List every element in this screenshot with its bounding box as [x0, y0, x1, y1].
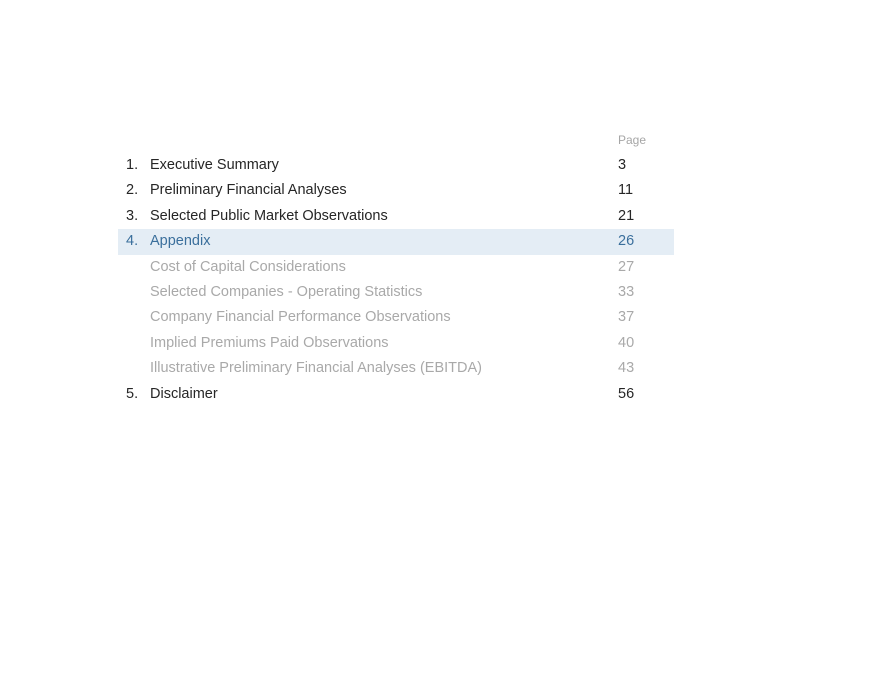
toc-entry-title: Disclaimer — [150, 385, 218, 402]
toc-subentry-operating-statistics[interactable] — [118, 280, 674, 305]
toc-entry-page: 26 — [618, 233, 635, 250]
toc-subentry-page: 37 — [618, 309, 635, 326]
toc-subentry-title: Company Financial Performance Observations — [150, 309, 451, 326]
toc-subentry-illustrative-analyses[interactable] — [118, 356, 674, 381]
toc-subentry-title: Illustrative Preliminary Financial Analyses (EBITDA) — [150, 360, 482, 377]
toc-entry-page: 56 — [618, 385, 635, 402]
toc-subentry-page: 33 — [618, 283, 635, 300]
toc-subentry-page: 40 — [618, 334, 635, 351]
toc-entry-appendix[interactable] — [118, 229, 674, 254]
toc-entry-page: 21 — [618, 207, 635, 224]
toc-entry-preliminary-financial-analyses[interactable] — [118, 178, 674, 203]
toc-entry-number: 1. — [126, 157, 139, 173]
toc-entry-selected-public-market-observations[interactable] — [118, 204, 674, 229]
toc-entry-number: 5. — [126, 385, 139, 402]
table-of-contents — [118, 128, 674, 407]
toc-subentry-financial-performance[interactable] — [118, 305, 674, 330]
toc-subentry-page: 43 — [618, 360, 635, 377]
toc-entry-executive-summary[interactable] — [118, 153, 674, 178]
toc-entry-number: 3. — [126, 207, 139, 224]
toc-entry-title: Selected Public Market Observations — [150, 207, 388, 224]
toc-subentry-title: Implied Premiums Paid Observations — [150, 334, 389, 351]
toc-subentry-implied-premiums[interactable] — [118, 331, 674, 356]
toc-subentry-title: Cost of Capital Considerations — [150, 258, 346, 275]
toc-subentry-page: 27 — [618, 258, 635, 275]
toc-entry-title: Executive Summary — [150, 157, 279, 173]
page-column-label: Page — [618, 133, 647, 147]
toc-subentry-title: Selected Companies - Operating Statistics — [150, 283, 423, 300]
toc-entry-disclaimer[interactable] — [118, 382, 674, 407]
toc-entry-title: Appendix — [150, 233, 211, 250]
toc-header — [118, 128, 674, 153]
toc-entry-page: 3 — [618, 157, 627, 173]
toc-entry-page: 11 — [618, 182, 634, 199]
toc-subentry-cost-of-capital[interactable] — [118, 255, 674, 280]
toc-entry-title: Preliminary Financial Analyses — [150, 182, 347, 199]
toc-entry-number: 2. — [126, 182, 139, 199]
toc-entry-number: 4. — [126, 233, 139, 250]
